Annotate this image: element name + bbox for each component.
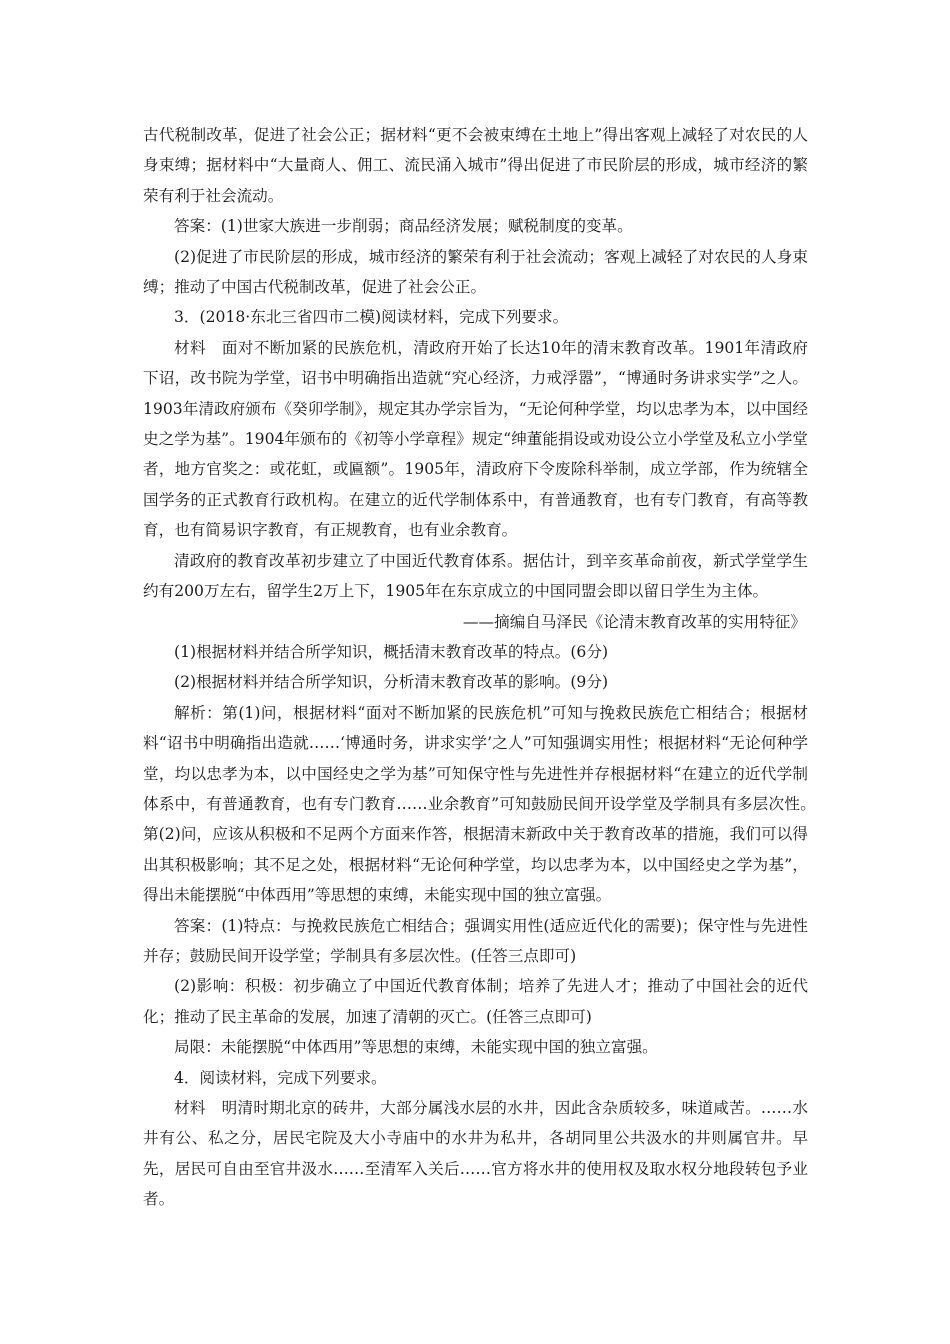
question-3-answer-2: (2)影响：积极：初步确立了中国近代教育体制；培养了先进人才；推动了中国社会的近代化；推动了民主革命的发展，加速了清朝的灭亡。(任答三点即可) — [143, 977, 808, 1026]
question-3-answer-limitation: 局限：未能摆脱“中体西用”等思想的束缚，未能实现中国的独立富强。 — [174, 1038, 658, 1057]
question-4-heading: 4．阅读材料，完成下列要求。 — [174, 1068, 387, 1087]
answer-part-1: 答案：(1)世家大族进一步削弱；商品经济发展；赋税制度的变革。 — [174, 217, 633, 236]
answer-part-2: (2)促进了市民阶层的形成，城市经济的繁荣有利于社会流动；客观上减轻了对农民的人身束缚；推动了中国古代税制改革，促进了社会公正。 — [143, 247, 808, 297]
document-body — [143, 120, 824, 1215]
question-3-answer-1: 答案：(1)特点：与挽救民族危亡相结合；强调实用性(适应近代化的需要)；保守性与先进性并存；鼓励民间开设学堂；学制具有多层次性。(任答三点即可) — [143, 916, 808, 965]
material-source-citation: ——摘编自马泽民《论清末教育改革的实用特征》 — [462, 612, 806, 631]
question-3-subquestion-2: (2)根据材料并结合所学知识，分析清末教育改革的影响。(9分) — [174, 673, 609, 692]
question-3-material-continued: 清政府的教育改革初步建立了中国近代教育体系。据估计，到辛亥革命前夜，新式学堂学生约有200万左右，留学生2万上下，1905年在东京成立的中国同盟会即以留日学生为主体。 — [143, 551, 808, 601]
question-3-subquestion-1: (1)根据材料并结合所学知识，概括清末教育改革的特点。(6分) — [174, 642, 609, 661]
question-4-material: 材料 明清时期北京的砖井，大部分属浅水层的水井，因此含杂质较多，味道咸苦。……水井有公、私之分，居民宅院及大小寺庙中的水井为私井，各胡同里公共汲水的井则属官井。早先，居民可自由至官井汲水……至清军入关后……官方将水井的使用权及取水权分地段转包予业者。 — [143, 1099, 808, 1209]
paragraph-continuation: 古代税制改革，促进了社会公正；据材料“更不会被束缚在土地上”得出客观上减轻了对农民的人身束缚；据材料中“大量商人、佣工、流民涌入城市”得出促进了市民阶层的形成，城市经济的繁荣有利于社会流动。 — [143, 126, 808, 205]
question-3-analysis: 解析：第(1)问，根据材料“面对不断加紧的民族危机”可知与挽救民族危亡相结合；根据材料“诏书中明确指出造就……‘博通时务，讲求实学’之人”可知强调实用性；根据材料“无论何种学堂，均以忠孝为本，以中国经史之学为基”可知保守性与先进性并存根据材料“在建立的近代学制体系中，有普通教育，也有专门教育……业余教育”可知鼓励民间开设学堂及学制具有多层次性。 第(2)问，应该从积极和不足两个方面来作答，根据清末新政中关于教育改革的措施，我们可以得出其积极影响；其不足之处，根据材料“无论何种学堂，均以忠孝为本，以中国经史之学为基”，得出未能摆脱“中体西用”等思想的束缚，未能实现中国的独立富强。 — [143, 703, 824, 905]
question-3-heading: 3．(2018·东北三省四市二模)阅读材料，完成下列要求。 — [174, 308, 569, 327]
question-3-material: 材料 面对不断加紧的民族危机，清政府开始了长达10年的清末教育改革。1901年清政府下诏，改书院为学堂，诏书中明确指出造就“究心经济，力戒浮嚣”，“博通时务讲求实学”之人。1903年清政府颁布《癸卯学制》，规定其办学宗旨为，“无论何种学堂，均以忠孝为本，以中国经史之学为基”。1904年颁布的《初等小学章程》规定“绅董能捐设或劝设公立小学堂及私立小学堂者，地方官奖之：或花虹，或匾额”。1905年，清政府下令废除科举制，成立学部，作为统辖全国学务的正式教育行政机构。在建立的近代学制体系中，有普通教育，也有专门教育，有高等教育，也有简易识字教育，有正规教育，也有业余教育。 — [143, 338, 808, 540]
